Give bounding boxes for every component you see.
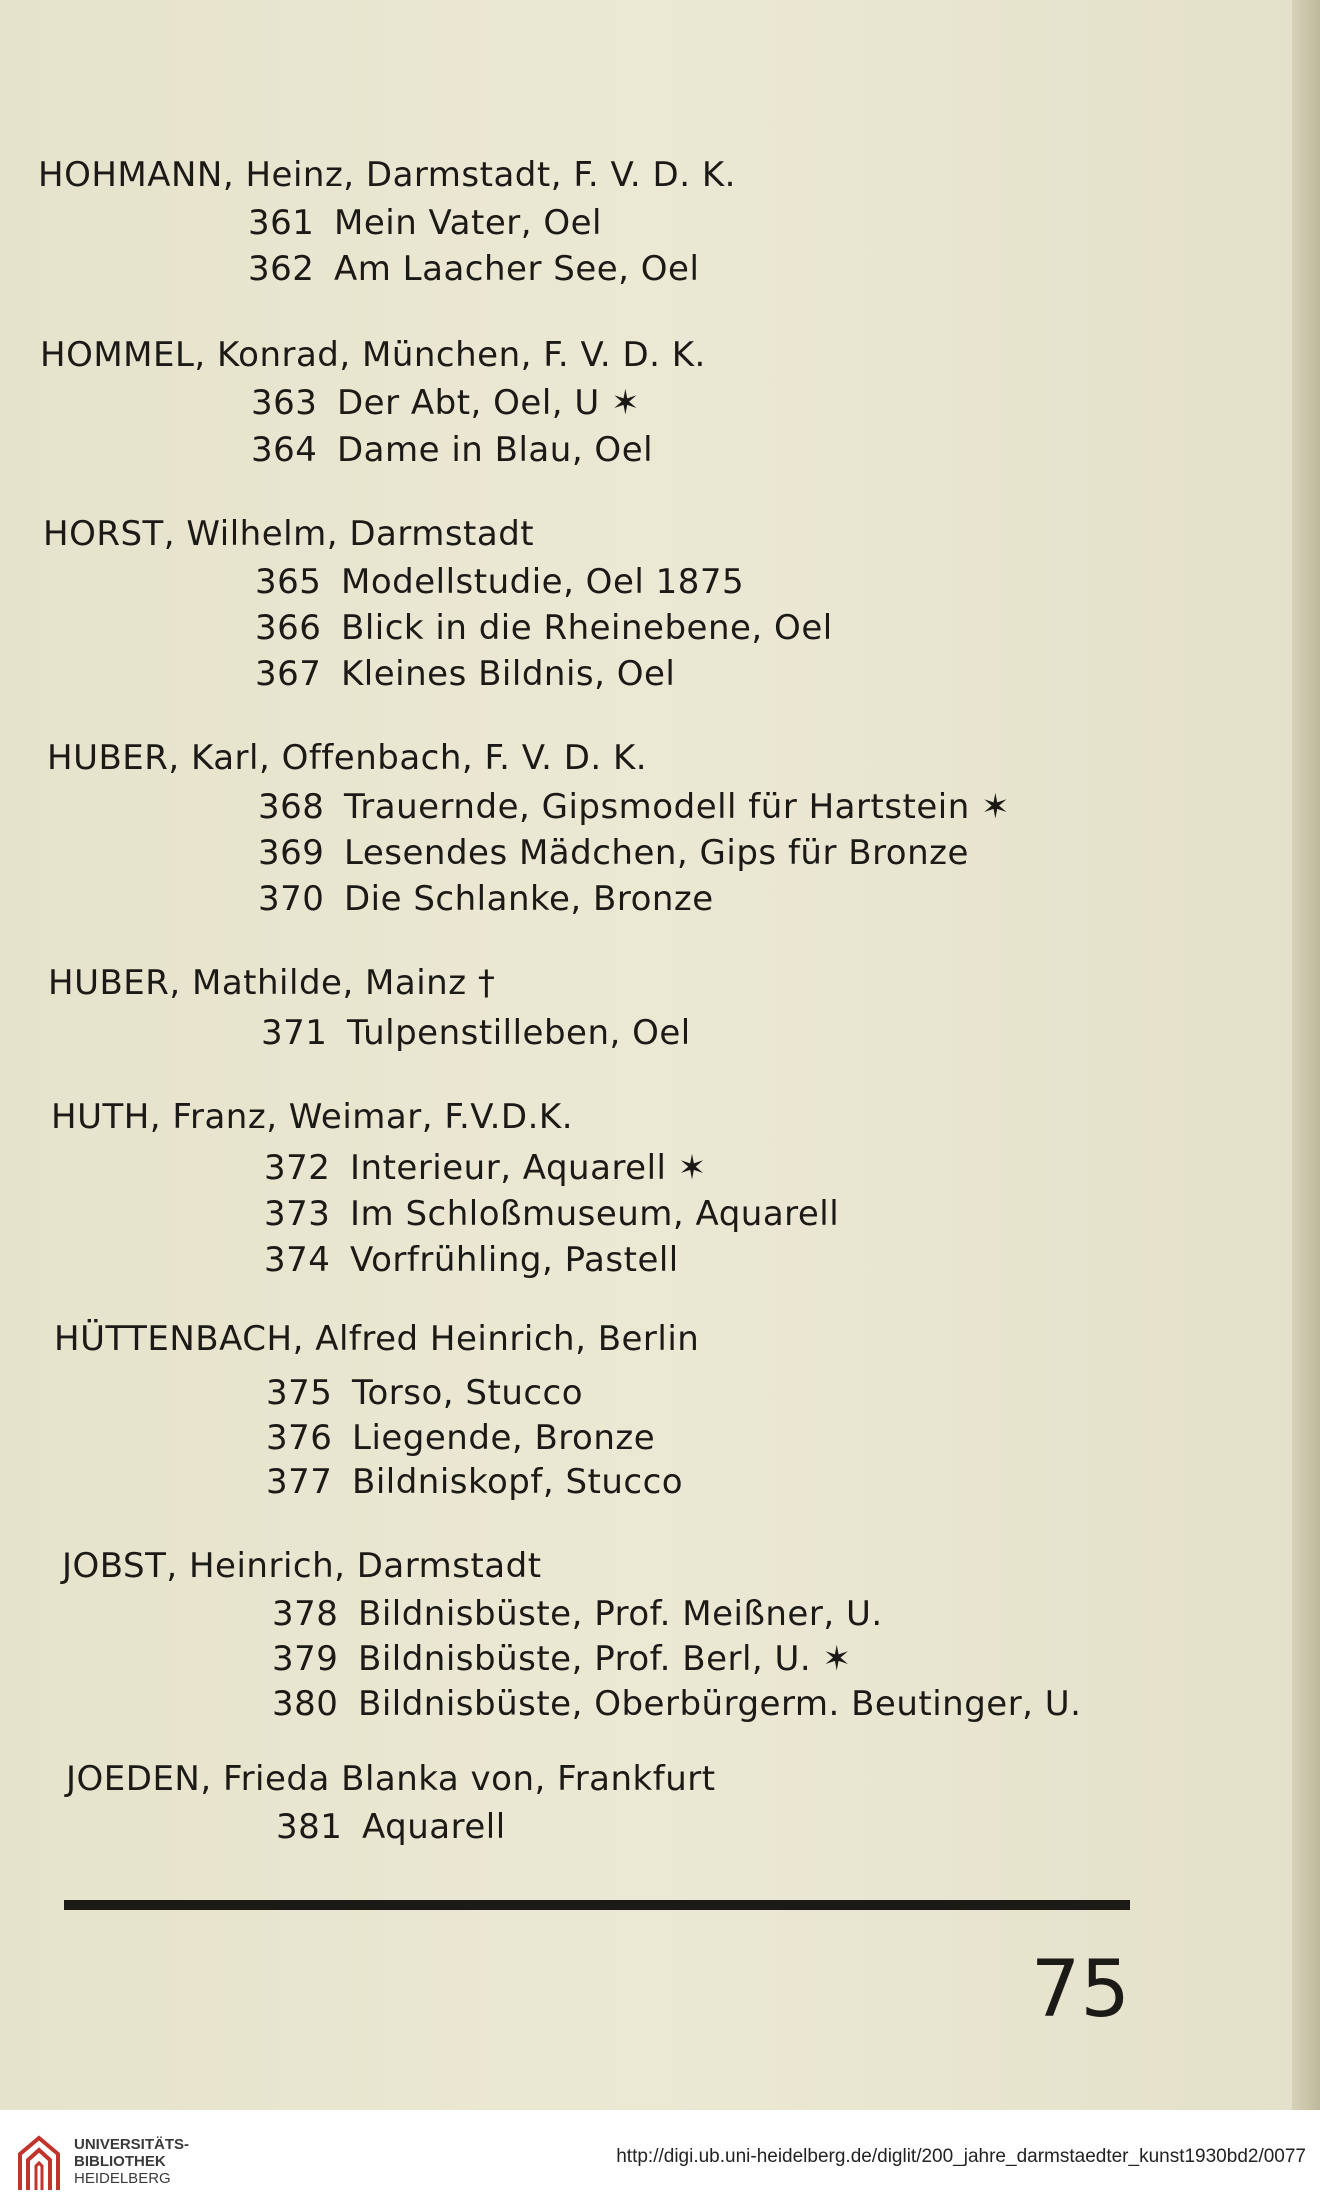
entry-title: Trauernde, Gipsmodell für Hartstein ✶ bbox=[344, 787, 1011, 827]
catalog-entry bbox=[258, 879, 714, 919]
artist-heading: HOMMEL, Konrad, München, F. V. D. K. bbox=[40, 335, 706, 375]
entry-number: 377 bbox=[266, 1462, 333, 1502]
catalog-entry bbox=[258, 787, 1010, 827]
entry-number: 370 bbox=[258, 879, 325, 919]
catalog-entry bbox=[272, 1639, 852, 1679]
library-name bbox=[74, 2136, 189, 2187]
entry-title: Der Abt, Oel, U ✶ bbox=[337, 383, 641, 423]
entry-number: 372 bbox=[264, 1148, 331, 1188]
catalog-entry bbox=[276, 1807, 506, 1847]
entry-number: 366 bbox=[255, 608, 322, 648]
catalog-entry bbox=[248, 249, 699, 289]
artist-heading: HORST, Wilhelm, Darmstadt bbox=[43, 514, 535, 554]
entry-number: 365 bbox=[255, 562, 322, 602]
entry-title: Bildnisbüste, Oberbürgerm. Beutinger, U. bbox=[358, 1684, 1082, 1724]
catalog-entry bbox=[264, 1194, 839, 1234]
artist-heading: HUBER, Mathilde, Mainz † bbox=[48, 963, 496, 1003]
entry-title: Aquarell bbox=[362, 1807, 506, 1847]
entry-title: Die Schlanke, Bronze bbox=[344, 879, 714, 919]
entry-title: Kleines Bildnis, Oel bbox=[341, 654, 676, 694]
entry-title: Bildnisbüste, Prof. Meißner, U. bbox=[358, 1594, 883, 1634]
page-number: 75 bbox=[1030, 1945, 1130, 2035]
entry-title: Bildnisbüste, Prof. Berl, U. ✶ bbox=[358, 1639, 852, 1679]
entry-number: 369 bbox=[258, 833, 325, 873]
catalog-entry bbox=[266, 1418, 655, 1458]
library-name-line: HEIDELBERG bbox=[74, 2170, 171, 2187]
entry-number: 362 bbox=[248, 249, 315, 289]
entry-number: 373 bbox=[264, 1194, 331, 1234]
catalog-entry bbox=[266, 1373, 583, 1413]
entry-title: Tulpenstilleben, Oel bbox=[347, 1013, 691, 1053]
entry-number: 379 bbox=[272, 1639, 339, 1679]
entry-number: 367 bbox=[255, 654, 322, 694]
catalog-entry bbox=[255, 654, 675, 694]
entry-number: 368 bbox=[258, 787, 325, 827]
library-name-line: UNIVERSITÄTS- bbox=[74, 2136, 190, 2153]
catalog-entry bbox=[251, 383, 640, 423]
artist-heading: HUBER, Karl, Offenbach, F. V. D. K. bbox=[47, 738, 648, 778]
digitization-footer bbox=[0, 2110, 1320, 2211]
catalog-entry bbox=[255, 562, 744, 602]
entry-title: Liegende, Bronze bbox=[352, 1418, 656, 1458]
catalog-entry bbox=[248, 203, 602, 243]
entry-number: 378 bbox=[272, 1594, 339, 1634]
catalog-entry bbox=[261, 1013, 691, 1053]
entry-number: 371 bbox=[261, 1013, 328, 1053]
artist-heading: JOBST, Heinrich, Darmstadt bbox=[62, 1546, 542, 1586]
artist-heading: HÜTTENBACH, Alfred Heinrich, Berlin bbox=[54, 1319, 700, 1359]
entry-title: Blick in die Rheinebene, Oel bbox=[341, 608, 833, 648]
entry-title: Mein Vater, Oel bbox=[334, 203, 602, 243]
catalog-entry bbox=[255, 608, 833, 648]
entry-title: Torso, Stucco bbox=[352, 1373, 584, 1413]
entry-number: 375 bbox=[266, 1373, 333, 1413]
entry-title: Im Schloßmuseum, Aquarell bbox=[350, 1194, 840, 1234]
library-name-line: BIBLIOTHEK bbox=[74, 2153, 166, 2170]
entry-title: Lesendes Mädchen, Gips für Bronze bbox=[344, 833, 969, 873]
artist-heading: HUTH, Franz, Weimar, F.V.D.K. bbox=[51, 1097, 574, 1137]
catalog-entry bbox=[264, 1240, 679, 1280]
entry-number: 363 bbox=[251, 383, 318, 423]
entry-title: Interieur, Aquarell ✶ bbox=[350, 1148, 707, 1188]
catalog-entry bbox=[272, 1594, 883, 1634]
entry-title: Vorfrühling, Pastell bbox=[350, 1240, 679, 1280]
entry-title: Bildniskopf, Stucco bbox=[352, 1462, 684, 1502]
entry-title: Dame in Blau, Oel bbox=[337, 430, 654, 470]
source-url-link[interactable]: http://digi.ub.uni-heidelberg.de/diglit/200_jahre_darmstaedter_kunst1930bd2/0077 bbox=[616, 2146, 1306, 2167]
artist-heading: JOEDEN, Frieda Blanka von, Frankfurt bbox=[66, 1759, 716, 1799]
artist-heading: HOHMANN, Heinz, Darmstadt, F. V. D. K. bbox=[38, 155, 736, 195]
horizontal-rule bbox=[64, 1900, 1130, 1910]
entry-title: Am Laacher See, Oel bbox=[334, 249, 700, 289]
entry-number: 361 bbox=[248, 203, 315, 243]
entry-title: Modellstudie, Oel 1875 bbox=[341, 562, 745, 602]
catalog-entry bbox=[266, 1462, 683, 1502]
library-logo-icon bbox=[14, 2134, 64, 2194]
entry-number: 376 bbox=[266, 1418, 333, 1458]
catalog-entry bbox=[258, 833, 969, 873]
entry-number: 381 bbox=[276, 1807, 343, 1847]
catalog-entry bbox=[272, 1684, 1082, 1724]
entry-number: 374 bbox=[264, 1240, 331, 1280]
entry-number: 364 bbox=[251, 430, 318, 470]
catalog-entry bbox=[251, 430, 653, 470]
entry-number: 380 bbox=[272, 1684, 339, 1724]
catalog-entry bbox=[264, 1148, 707, 1188]
